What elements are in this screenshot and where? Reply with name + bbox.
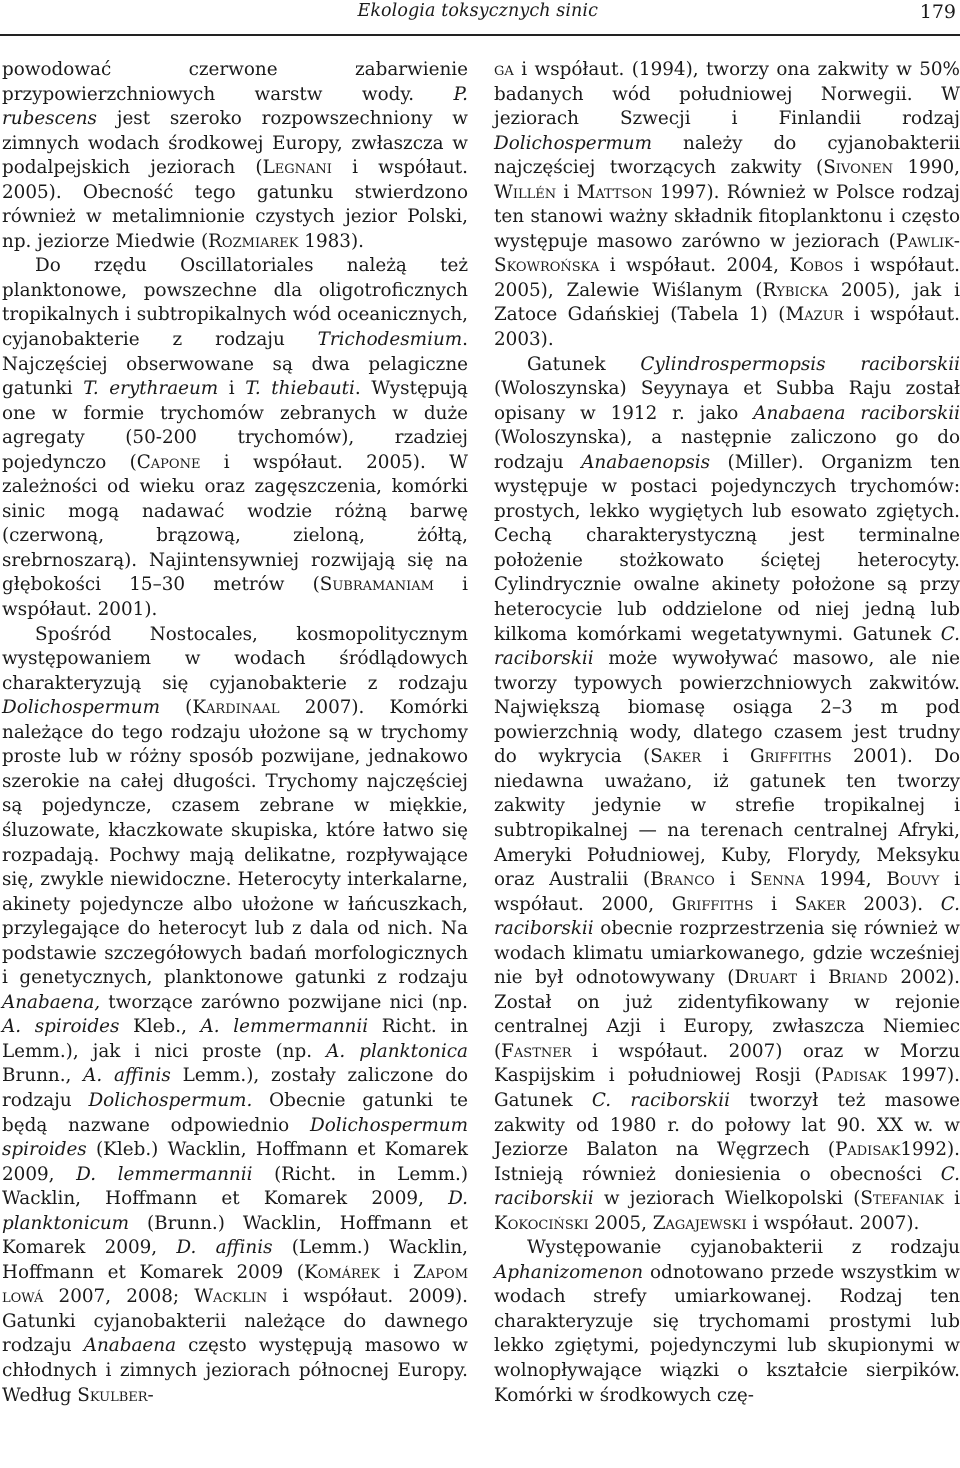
page-number: 179: [919, 1, 956, 23]
body-paragraph: ga i współaut. (1994), tworzy ona zakwity w 50% badanych wód południowej Norwegii. W jeziorach Szwecji i Finlandii rodzaj Dolichospermum należy do cyjanobakterii najczęściej tworzących zakwity (Sivonen 1990, Willén i Mattson 1997). Również w Polsce rodzaj ten stanowi ważny składnik fitoplanktonu i często występuje masowo zarówno w jeziorach (Pawlik-Skowrońska i współaut. 2004, Kobos i współaut. 2005), Zalewie Wiślanym (Rybicka 2005), jak i Zatoce Gdańskiej (Tabela 1) (Mazur i współaut. 2003).: [494, 59, 960, 351]
body-paragraph: Do rzędu Oscillatoriales należą też planktonowe, powszechne dla oligotroficznych tropikalnych i subtropikalnych wód oceanicznych, cyjanobakterie z rodzaju Trichodesmium. Najczęściej obserwowane są dwa pelagiczne gatunki T. erythraeum i T. thiebauti. Występują one w formie trychomów zebranych w duże agregaty (50-200 trychomów), rzadziej pojedynczo (Capone i współaut. 2005). W zależności od wieku oraz zagęszczenia, komórki sinic mogą nadawać wodzie różną barwę (czerwoną, brązową, zieloną, żółtą, srebrnoszarą). Najintensywniej rozwijają się na głębokości 15–30 metrów (Subramaniam i współaut. 2001).: [2, 255, 468, 621]
body-paragraph: Spośród Nostocales, kosmopolitycznym występowaniem w wodach śródlądowych charakteryzują się cyjanobakterie z rodzaju Dolichospermum (Kardinaal 2007). Komórki należące do tego rodzaju ułożone są w trychomy proste lub w różny sposób pozwijane, jednakowo szerokie na całej długości. Trychomy najczęściej są pojedyncze, czasem zebrane w miękkie, śluzowate, kłaczkowate skupiska, które łatwo się rozpadają. Pochwy mają delikatne, rozpływające się, zwykle niewidoczne. Heterocyty interkalarne, akinety pojedyncze albo ułożone w łańcuszkach, przylegające do heterocyt lub z dala od nich. Na podstawie szczegółowych badań morfologicznych i genetycznych, planktonowe gatunki z rodzaju Anabaena, tworzące zarówno pozwijane nici (np. A. spiroides Kleb., A. lemmermannii Richt. in Lemm.), jak i nici proste (np. A. planktonica Brunn., A. affinis Lemm.), zostały zaliczone do rodzaju Dolichospermum. Obecnie gatunki te będą nazwane odpowiednio Dolichospermum spiroides (Kleb.) Wacklin, Hoffmann et Komarek 2009, D. lemmermannii (Richt. in Lemm.) Wacklin, Hoffmann et Komarek 2009, D. planktonicum (Brunn.) Wacklin, Hoffmann et Komarek 2009, D. affinis (Lemm.) Wacklin, Hoffmann et Komarek 2009 (Komárek i Zapom lowá 2007, 2008; Wacklin i współaut. 2009). Gatunki cyjanobakterii należące do dawnego rodzaju Anabaena często występują masowo w chłodnych i zimnych jeziorach północnej Europy. Według Skulber-: [2, 623, 469, 1406]
right-column: [494, 58, 960, 1408]
body-paragraph: powodować czerwone zabarwienie przypowierzchniowych warstw wody. P. rubescens jest szeroko rozpowszechniony w zimnych wodach środkowej Europy, zwłaszcza w podalpejskich jeziorach (Legnani i współaut. 2005). Obecność tego gatunku stwierdzono również w metalimnionie czystych jezior Polski, np. jeziorze Miedwie (Rozmiarek 1983).: [2, 59, 468, 252]
journal-section-title: Ekologia toksycznych sinic: [357, 1, 598, 21]
left-column: [2, 58, 468, 1408]
running-header: [0, 0, 960, 36]
body-paragraph: Gatunek Cylindrospermopsis raciborskii (Woloszynska) Seyynaya et Subba Raju został opisany w 1912 r. jako Anabaena raciborskii (Woloszynska), a następnie zaliczono go do rodzaju Anabaenopsis (Miller). Organizm ten występuje w postaci pojedynczych trychomów: prostych, lekko wygiętych lub esowato zgiętych. Cechą charakterystyczną jest terminalne położenie stożkowato ściętej heterocyty. Cylindrycznie owalne akinety położone są przy heterocycie lub oddzielone od niej jedną lub kilkoma komórkami wegetatywnymi. Gatunek C. raciborskii może wywoływać masowo, ale nie tworzy typowych powierzchniowych zakwitów. Największą biomasę osiąga 2–3 m pod powierzchnią wody, dlatego czasem jest trudny do wykrycia (Saker i Griffiths 2001). Do niedawna uważano, iż gatunek ten tworzy zakwity jedynie w strefie tropikalnej i subtropikalnej — na terenach centralnej Afryki, Ameryki Południowej, Kuby, Florydy, Meksyku oraz Australii (Branco i Senna 1994, Bouvy i współaut. 2000, Griffiths i Saker 2003). C. raciborskii obecnie rozprzestrzenia się również w wodach klimatu umiarkowanego, gdzie wcześniej nie był odnotowywany (Druart i Briand 2002). Został on już zidentyfikowany w rejonie centralnej Azji i Europy, zwłaszcza Niemiec (Fastner i współaut. 2007) oraz w Morzu Kaspijskim i południowej Rosji (Padisak 1997). Gatunek C. raciborskii tworzył też masowe zakwity od 1980 r. do połowy lat 90. XX w. w Jeziorze Balaton na Węgrzech (Padisak1992). Istnieją również doniesienia o obecności C. raciborskii w jeziorach Wielkopolski (Stefaniak i Kokociński 2005, Zagajewski i współaut. 2007).: [494, 353, 960, 1234]
body-paragraph: Występowanie cyjanobakterii z rodzaju Aphanizomenon odnotowano przede wszystkim w wodach strefy umiarkowanej. Rodzaj ten charakteryzuje się trychomami prostymi lub lekko zgiętymi, pojedynczymi lub skupionymi w wolnopływające wiązki o kształcie sierpików. Komórki w środkowych czę-: [494, 1237, 960, 1406]
header-rule: [0, 34, 960, 36]
